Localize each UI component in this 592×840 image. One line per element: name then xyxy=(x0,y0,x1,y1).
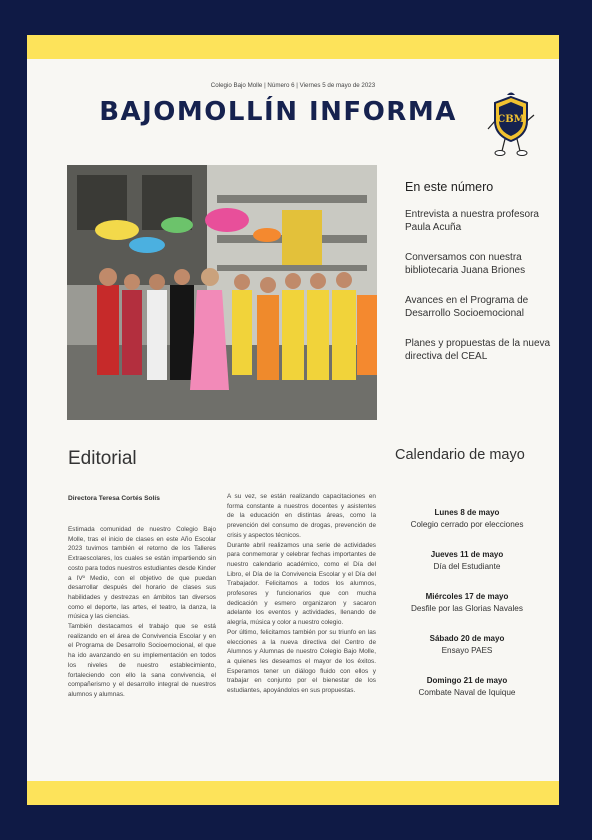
newsletter-page xyxy=(27,35,559,805)
mascot-letters: CBM xyxy=(497,114,525,125)
calendar-date: Domingo 21 de mayo xyxy=(426,676,508,685)
calendar-event: Colegio cerrado por elecciones xyxy=(410,520,524,529)
issue-meta: Colegio Bajo Molle | Número 6 | Viernes 5 de mayo de 2023 xyxy=(210,82,376,89)
editorial-author: Directora Teresa Cortés Solís xyxy=(68,495,160,502)
calendar-entry xyxy=(392,591,542,615)
editorial-paragraph: A su vez, se están realizando capacitaciones en forma constante a nuestros docentes y asistentes de la educación en distintas áreas, como la prevención del consumo de drogas, prevención de crisis y aspectos técnicos. xyxy=(227,493,376,539)
calendar-entry xyxy=(392,549,542,573)
calendar-date: Jueves 11 de mayo xyxy=(430,550,504,559)
calendar-date: Lunes 8 de mayo xyxy=(434,508,500,517)
editorial-paragraph: Estimada comunidad de nuestro Colegio Bajo Molle, tras el inicio de clases en este Año Escolar 2023 tuvimos también el retorno de los Talleres Extraescolares, los cuales se están impartiendo sin costo para todos nuestros estudiantes desde Kinder a IVº Medio, con el objetivo de que puedan desarrollar después del horario de clases sus habilidades y destrezas en ámbitos tan diversos como el deporte, las artes, el teatro, la danza, la música y las ciencias. xyxy=(68,526,216,621)
calendar-event: Día del Estudiante xyxy=(433,562,501,571)
toc-item: Avances en el Programa de Desarrollo Socioemocional xyxy=(405,295,529,319)
bottom-yellow-band xyxy=(27,781,559,805)
newsletter-title: BAJOMOLLÍN INFORMA xyxy=(99,97,457,127)
editorial-title: Editorial xyxy=(68,448,137,469)
toc-item: Planes y propuestas de la nueva directiva del CEAL xyxy=(405,338,551,362)
editorial-paragraph: Durante abril realizamos una serie de actividades para conmemorar y celebrar fechas importantes de nuestro calendario académico, como el Día del Libro, el Día de la Convivencia Escolar y el Día del Trabajador. Felicitamos a todos los alumnos, profesores y funcionarios que con mucha dedicación y esmero organizaron y sacaron adelante los eventos y actividades, llenando de alegría, música y color a nuestro colegio. xyxy=(227,541,376,627)
editorial-paragraph: Por último, felicitamos también por su triunfo en las elecciones a la nueva directiva del Centro de Alumnos y Alumnas de nuestro Colegio Bajo Molle, a quienes les deseamos el mayor de los éxitos. Esperamos tener un diálogo fluido con ellos y trabajar en conjunto por el bienestar de los estudiantes, apoyándolos en sus propuestas. xyxy=(227,628,376,695)
calendar-list xyxy=(392,507,542,717)
calendar-event: Combate Naval de Iquique xyxy=(418,688,516,697)
top-yellow-band xyxy=(27,35,559,59)
calendar-entry xyxy=(392,633,542,657)
toc-item: Entrevista a nuestra profesora Paula Acuña xyxy=(405,209,539,233)
school-mascot-logo xyxy=(485,91,537,157)
toc-item: Conversamos con nuestra bibliotecaria Juana Briones xyxy=(405,252,526,276)
calendar-date: Sábado 20 de mayo xyxy=(429,634,505,643)
toc-title: En este número xyxy=(405,180,494,194)
calendar-event: Ensayo PAES xyxy=(441,646,493,655)
calendar-entry xyxy=(392,507,542,531)
editorial-column-2 xyxy=(227,492,376,696)
table-of-contents xyxy=(405,180,555,380)
calendar-date: Miércoles 17 de mayo xyxy=(425,592,509,601)
children-costume-photo xyxy=(67,165,377,420)
editorial-column-1 xyxy=(68,525,216,700)
calendar-title: Calendario de mayo xyxy=(395,447,525,463)
editorial-paragraph: También destacamos el trabajo que se está realizando en el área de Convivencia Escolar y en el Programa de Desarrollo Socioemocional, el que ha ido avanzando en su implementación en todos los niveles de nuestro establecimiento, fortaleciendo con ello la sana convivencia, el compañerismo y el desarrollo integral de nuestros alumnos y alumnas. xyxy=(68,623,216,698)
calendar-event: Desfile por las Glorias Navales xyxy=(411,604,523,613)
calendar-entry xyxy=(392,675,542,699)
